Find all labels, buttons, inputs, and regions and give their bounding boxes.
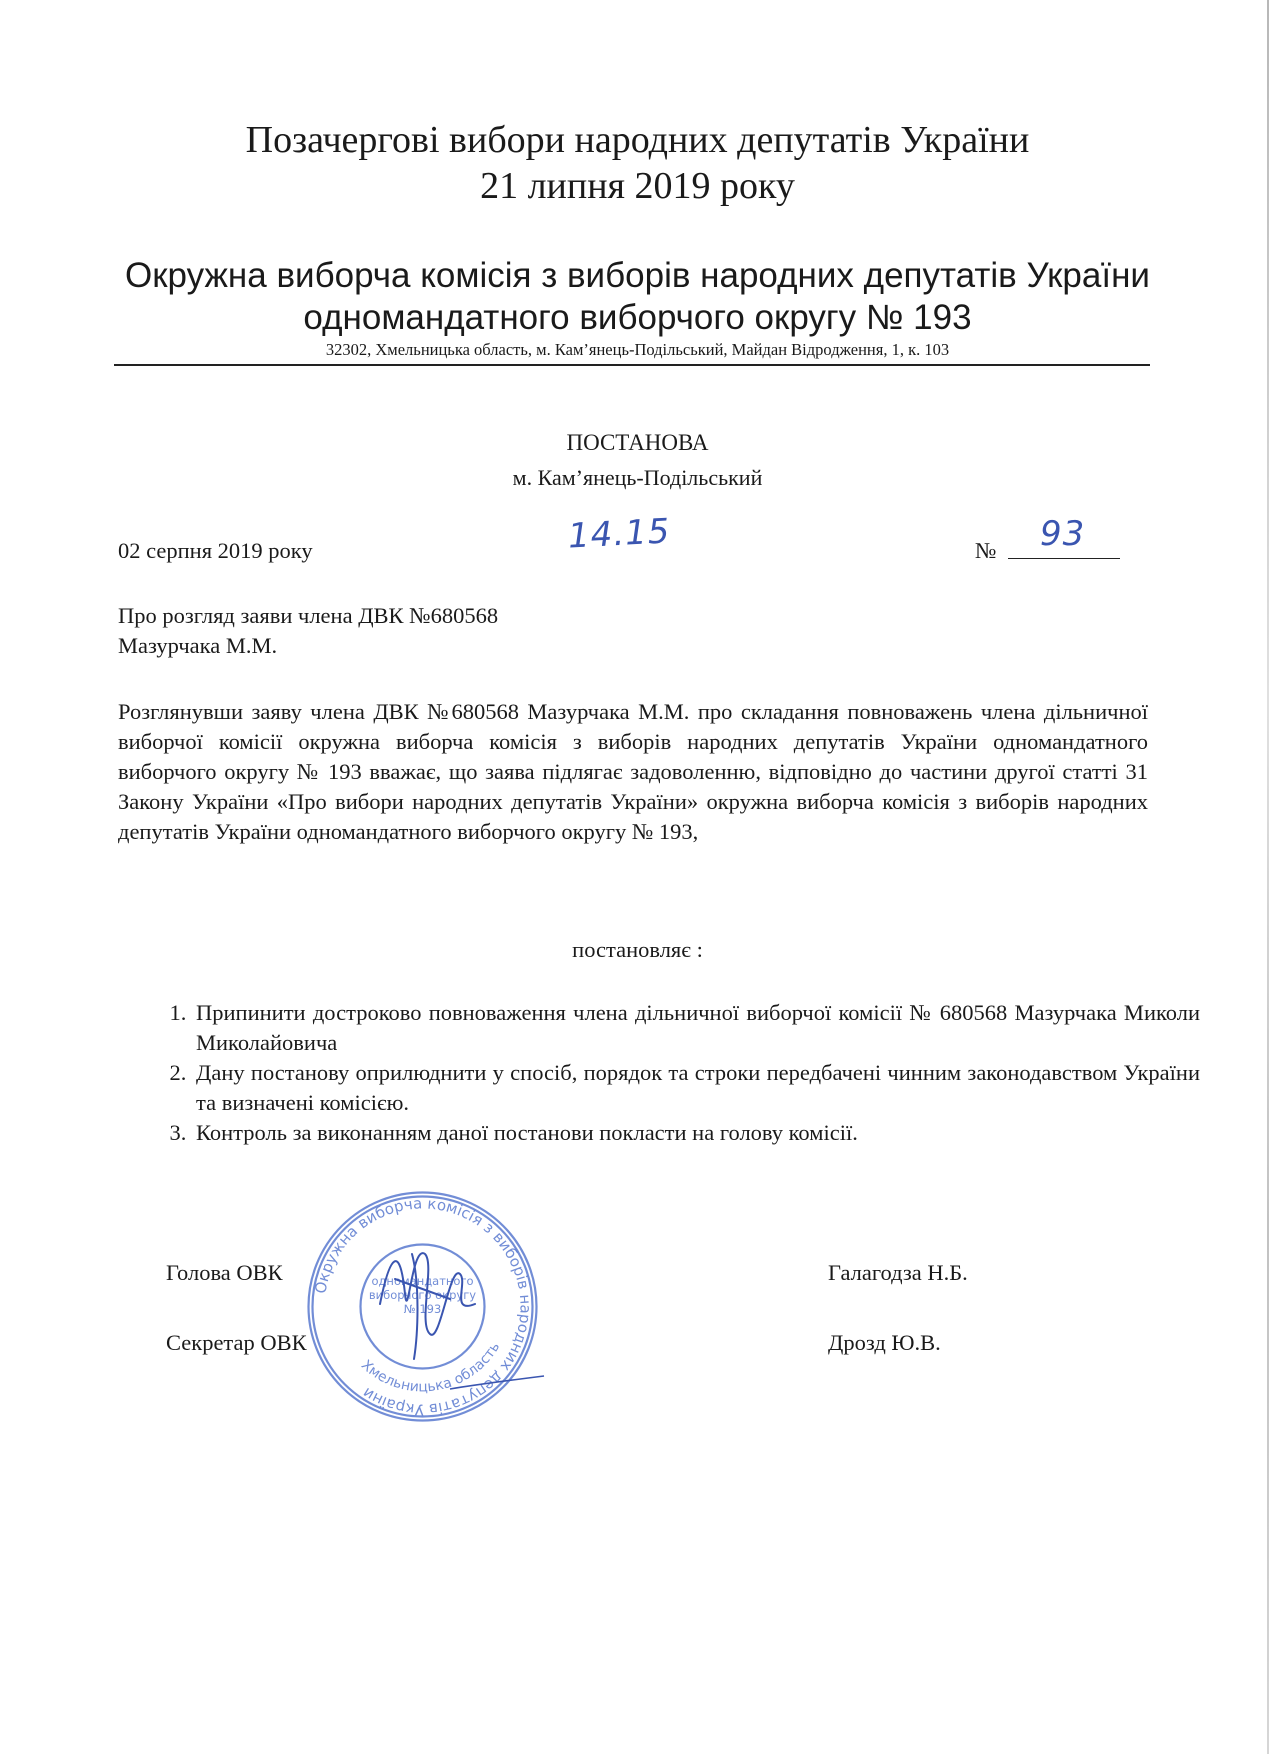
official-stamp bbox=[300, 1184, 545, 1429]
body-paragraph: Розглянувши заяву члена ДВК №680568 Мазурчака М.М. про складання повноважень члена дільничної виборчої комісії окружна виборча комісія з виборів народних депутатів України одномандатного виборчого округу № 193 вважає, що заява підлягає задоволенню, відповідно до частини другої статті 31 Закону України «Про вибори народних депутатів України» окружна виборча комісія з виборів народних депутатів України одномандатного виборчого округу № 193, bbox=[118, 699, 1148, 844]
secretary-name: Дрозд Ю.В. bbox=[828, 1330, 941, 1355]
election-date: 21 липня 2019 року bbox=[480, 165, 795, 207]
stamp-bottom-text: Хмельницька область bbox=[358, 1339, 504, 1396]
secretary-label: Секретар ОВК bbox=[166, 1330, 307, 1355]
resolution-list bbox=[140, 998, 1200, 1148]
stamp-outer-text: Окружна виборча комісія з виборів народних депутатів України bbox=[311, 1194, 535, 1419]
head-label: Голова ОВК bbox=[166, 1260, 283, 1285]
election-title: Позачергові вибори народних депутатів України bbox=[245, 119, 1030, 161]
commission-name-line2: одномандатного виборчого округу № 193 bbox=[303, 298, 972, 337]
document-date: 02 серпня 2019 року bbox=[118, 538, 313, 563]
handwritten-time: 14.15 bbox=[567, 511, 672, 557]
document-type: ПОСТАНОВА bbox=[566, 430, 709, 455]
stamp-inner-text: одномандатного виборчого округу № 193 bbox=[368, 1274, 477, 1316]
document-city: м. Кам’янець-Подільський bbox=[512, 465, 763, 490]
subject-line2: Мазурчака М.М. bbox=[118, 633, 278, 658]
header-divider bbox=[114, 364, 1150, 366]
resolution-item-1: 1. Припинити достроково повноваження члена дільничної виборчої комісії № 680568 Мазурчака Миколи Миколайовича bbox=[192, 998, 1200, 1058]
head-name: Галагодза Н.Б. bbox=[828, 1260, 968, 1285]
commission-name-line1: Окружна виборча комісія з виборів народних депутатів України bbox=[125, 256, 1150, 295]
resolution-item-2: 2. Дану постанову оприлюднити у спосіб, порядок та строки передбачені чинним законодавством України та визначені комісією. bbox=[192, 1058, 1200, 1118]
number-label: № bbox=[975, 538, 997, 563]
resolution-item-3: 3. Контроль за виконанням даної постанови покласти на голову комісії. bbox=[192, 1118, 1200, 1148]
subject-line1: Про розгляд заяви члена ДВК №680568 bbox=[118, 603, 499, 628]
handwritten-number: 93 bbox=[1040, 514, 1086, 554]
resolves-label: постановляє : bbox=[572, 937, 703, 962]
commission-address: 32302, Хмельницька область, м. Кам’янець-Подільський, Майдан Відродження, 1, к. 103 bbox=[325, 340, 950, 359]
